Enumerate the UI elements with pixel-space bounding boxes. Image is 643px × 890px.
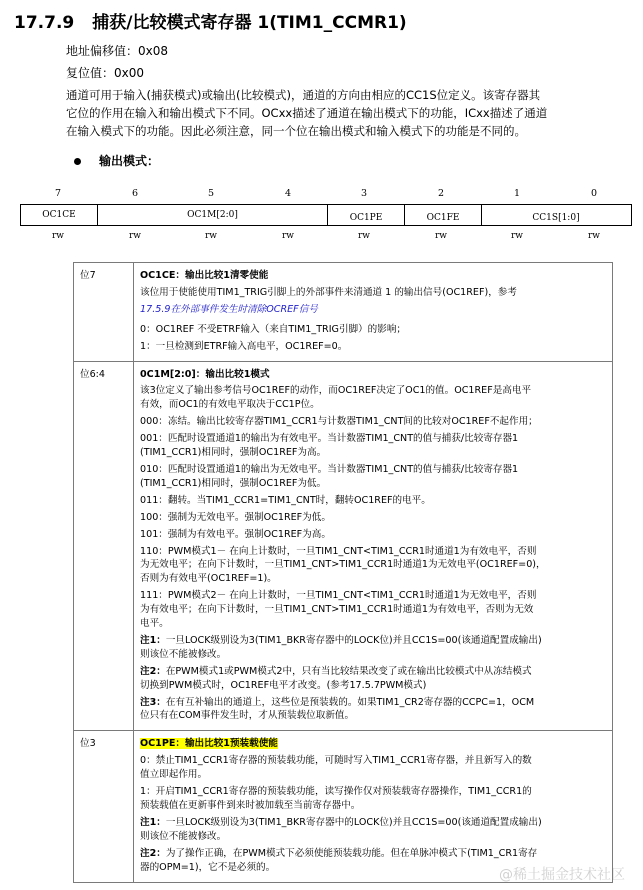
note-line: 注1：一旦LOCK级别设为3(TIM1_BKR寄存器中的LOCK位)并且CC1S=00(该通道配置成输出): [140, 634, 542, 646]
access-label: rw: [587, 231, 601, 241]
bit-number: 2: [437, 188, 445, 199]
description-line: 该3位定义了输出参考信号OC1REF的动作，而OC1REF决定了OC1的值。OC1REF是高电平: [140, 385, 532, 397]
field-oc1ce: OC1CE: [21, 205, 98, 225]
section-number: 17.7.9: [14, 13, 75, 33]
field-cc1s: CC1S[1:0]: [532, 213, 580, 223]
bit-label: 位3: [74, 731, 134, 882]
description-line: 011：翻转。当TIM1_CCR1=TIM1_CNT时，翻转OC1REF的电平。: [140, 494, 431, 506]
bullet-dot-icon: [74, 158, 81, 165]
description-line: 为有效电平；在向下计数时，一旦TIM1_CNT>TIM1_CCR1时通道1为有效电平，否则为无效: [140, 604, 534, 616]
note-line: 注2：在PWM模式1或PWM模式2中，只有当比较结果改变了或在输出比较模式中从冻结模式: [140, 665, 532, 677]
note-line: 则该位不能被修改。: [140, 648, 227, 660]
bit-description: [134, 731, 613, 882]
description-line: 100：强制为无效电平。强制OC1REF为低。: [140, 511, 331, 523]
bit-description-table: [73, 262, 613, 883]
table-row: [74, 731, 613, 882]
field-heading: [140, 737, 606, 751]
bit-description: [134, 263, 613, 362]
bit-number: 6: [131, 188, 139, 199]
description-line: 否则为有效电平(OC1REF=1)。: [140, 573, 277, 585]
table-row: [74, 361, 613, 731]
note-line: 切换到PWM模式时，OC1REF电平才改变。(参考17.5.7PWM模式): [140, 679, 427, 691]
note-prefix: 注3：: [140, 696, 166, 708]
description-line: 111：PWM模式2－ 在向上计数时，一旦TIM1_CNT<TIM1_CCR1时通道1为无效电平，否则: [140, 590, 537, 602]
description-line: 1：一旦检测到ETRF输入高电平，OC1REF=0。: [140, 340, 348, 352]
access-label: rw: [281, 231, 295, 241]
note-line: 则该位不能被修改。: [140, 830, 227, 842]
description-line: 值立即起作用。: [140, 769, 208, 781]
note-line: 注3：在有互补输出的通道上，这些位是预装载的。如果TIM1_CR2寄存器的CCPC=1，OCM: [140, 696, 535, 708]
note-prefix: 注2：: [140, 665, 166, 677]
output-mode-bullet: [74, 152, 159, 169]
bit-label: 位7: [74, 263, 134, 362]
note-prefix: 注2：: [140, 847, 166, 859]
output-mode-label: 输出模式：: [99, 154, 160, 168]
bit-number: 1: [513, 188, 521, 199]
register-diagram: [20, 204, 632, 226]
note-line: 器的OPM=1)，它不是必须的。: [140, 861, 276, 873]
bit-number: 4: [284, 188, 292, 199]
register-description: [66, 86, 636, 140]
description-line: 通道可用于输入(捕获模式)或输出(比较模式)，通道的方向由相应的CC1S位定义。该寄存器其: [66, 88, 541, 102]
bit-number: 0: [590, 188, 598, 199]
description-line: 110：PWM模式1－ 在向上计数时，一旦TIM1_CNT<TIM1_CCR1时通道1为有效电平，否则: [140, 545, 537, 557]
access-row: [20, 231, 632, 243]
description-line: 预装载值在更新事件到来时被加载至当前寄存器中。: [140, 800, 361, 811]
watermark: @稀土掘金技术社区: [499, 867, 625, 883]
reset-value: 复位值：0x00: [66, 66, 145, 80]
access-label: rw: [51, 231, 65, 241]
note-prefix: 注1：: [140, 634, 166, 646]
field-oc1pe: OC1PE: [328, 205, 405, 225]
field-oc1m: OC1M[2:0]: [98, 205, 328, 225]
field-heading: 0C1M[2:0]：输出比较1模式: [140, 368, 270, 380]
access-label: rw: [204, 231, 218, 241]
bit-description: [134, 361, 613, 731]
description-line: 010：匹配时设置通道1的输出为无效电平。当计数器TIM1_CNT的值与捕获/比较寄存器1: [140, 463, 519, 475]
access-label: rw: [510, 231, 524, 241]
note-line: 注2：为了操作正确，在PWM模式下必须使能预装载功能。但在单脉冲模式下(TIM1_CR1寄存: [140, 847, 538, 859]
description-line: 1：开启TIM1_CCR1寄存器的预装载功能，读写操作仅对预装载寄存器操作，TIM1_CCR1的: [140, 786, 532, 798]
field-oc1fe: OC1FE: [405, 205, 482, 225]
description-line: 该位用于使能使用TIM1_TRIG引脚上的外部事件来清通道 1 的输出信号(OC1REF)，参考: [140, 286, 517, 298]
access-label: rw: [128, 231, 142, 241]
description-line: 000：冻结。输出比较寄存器TIM1_CCR1与计数器TIM1_CNT间的比较对OC1REF不起作用；: [140, 416, 538, 428]
description-line: 0：禁止TIM1_CCR1寄存器的预装载功能，可随时写入TIM1_CCR1寄存器，并且新写入的数: [140, 755, 532, 767]
field-heading: OC1CE：输出比较1清零使能: [140, 270, 269, 281]
bit-number: 7: [54, 188, 62, 199]
bit-number: 5: [207, 188, 215, 199]
table-row: [74, 263, 613, 362]
highlighted-heading: OC1PE：输出比较1预装载使能: [140, 738, 278, 750]
description-line: 101：强制为有效电平。强制OC1REF为高。: [140, 528, 331, 540]
description-line: 在输入模式下的功能。因此必须注意，同一个位在输出模式和输入模式下的功能是不同的。: [66, 124, 526, 138]
section-title: [14, 8, 407, 33]
bit-label: 位6:4: [74, 361, 134, 731]
note-line: 位只有在COM事件发生时，才从预装载位取新值。: [140, 710, 355, 722]
description-line: (TIM1_CCR1)相同时，强制OC1REF为高。: [140, 447, 327, 459]
description-line: 为无效电平；在向下计数时，一旦TIM1_CNT>TIM1_CCR1时通道1为无效电平(OC1REF=0)，: [140, 559, 546, 571]
bit-number-row: [20, 188, 632, 202]
section-title-text: 捕获/比较模式寄存器 1(TIM1_CCMR1): [92, 13, 407, 33]
access-label: rw: [434, 231, 448, 241]
note-line: 注1：一旦LOCK级别设为3(TIM1_BKR寄存器中的LOCK位)并且CC1S=00(该通道配置成输出): [140, 816, 542, 828]
description-line: 有效，而OC1的有效电平取决于CC1P位。: [140, 399, 320, 411]
note-prefix: 注1：: [140, 816, 166, 828]
bit-number: 3: [360, 188, 368, 199]
description-line: 电平。: [140, 618, 169, 630]
access-label: rw: [357, 231, 371, 241]
description-line: 001：匹配时设置通道1的输出为有效电平。当计数器TIM1_CNT的值与捕获/比较寄存器1: [140, 433, 519, 445]
reference-link[interactable]: 17.5.9在外部事件发生时清除OCREF信号: [140, 303, 318, 315]
address-offset: 地址偏移值：0x08: [66, 44, 169, 58]
description-line: (TIM1_CCR1)相同时，强制OC1REF为低。: [140, 477, 327, 489]
description-line: 0：OC1REF 不受ETRF输入（来自TIM1_TRIG引脚）的影响；: [140, 323, 406, 335]
description-line: 它位的作用在输入和输出模式下不同。OCxx描述了通道在输出模式下的功能，ICxx描述了通道: [66, 106, 548, 120]
